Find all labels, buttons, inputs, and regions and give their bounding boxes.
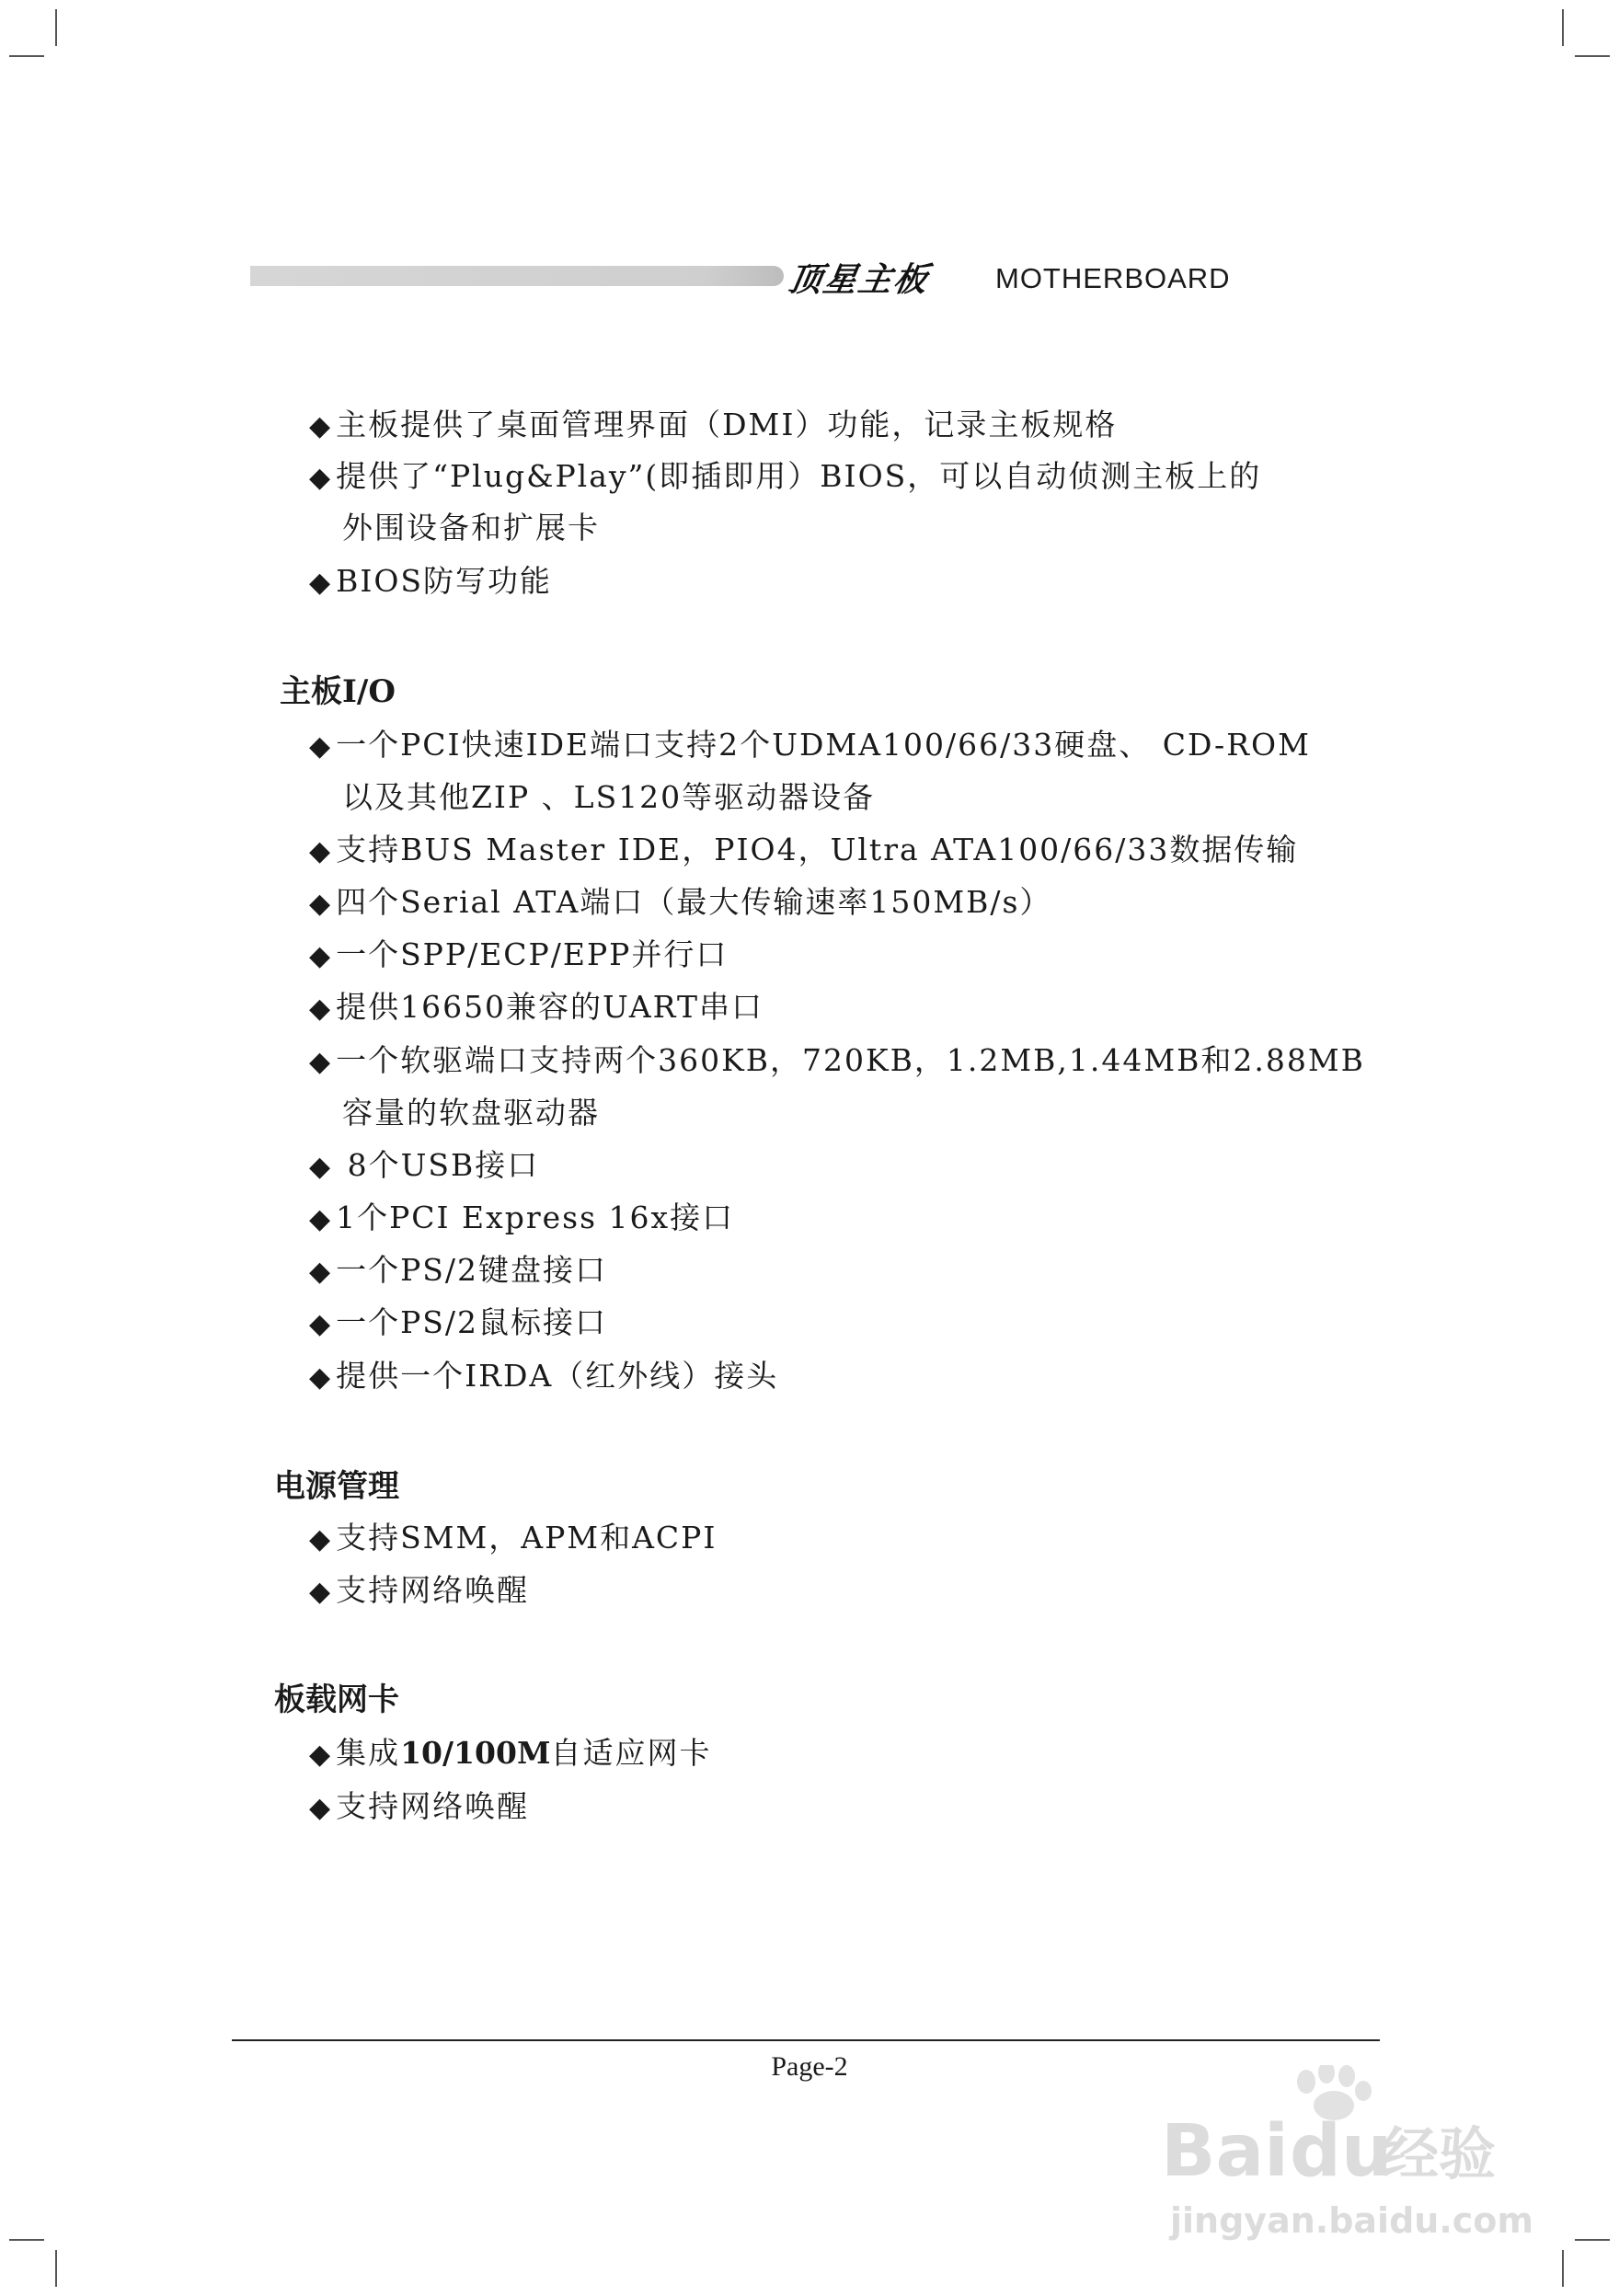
list-item-text: 自适应网卡 (550, 1735, 712, 1771)
bullet-icon: ◆ (309, 1361, 333, 1394)
list-item-text: 主板提供了桌面管理界面（DMI）功能，记录主板规格 (336, 407, 1118, 442)
list-item-text: 1个PCI Express 16x接口 (336, 1200, 735, 1235)
bullet-icon: ◆ (309, 888, 333, 920)
watermark-suffix: 经验 (1382, 2120, 1497, 2187)
list-item-text: BIOS防写功能 (336, 563, 553, 599)
footer-rule (232, 2039, 1380, 2041)
list-item (309, 878, 1051, 922)
list-item (309, 826, 1298, 869)
list-item-text: 一个软驱端口支持两个360KB，720KB，1.2MB,1.44MB和2.88MB (336, 1042, 1365, 1078)
list-item-text: 四个Serial ATA端口（最大传输速率150MB/s） (336, 884, 1052, 920)
crop-mark (55, 9, 57, 46)
bullet-icon: ◆ (309, 1739, 333, 1771)
bullet-icon: ◆ (309, 1046, 333, 1078)
list-item (309, 1567, 529, 1610)
bullet-icon: ◆ (309, 730, 333, 763)
section-heading-lan: 板载网卡 (274, 1682, 399, 1718)
bullet-icon: ◆ (309, 1523, 333, 1556)
list-item (309, 1037, 1365, 1080)
bullet-icon: ◆ (309, 940, 333, 972)
list-item-continuation (342, 1089, 600, 1132)
list-item (309, 1194, 734, 1237)
bullet-icon: ◆ (309, 1256, 333, 1288)
bullet-icon: ◆ (309, 410, 333, 442)
section-heading-io: 主板I/O (280, 673, 396, 710)
list-item (309, 1514, 717, 1557)
bullet-icon: ◆ (309, 1576, 333, 1608)
crop-mark (55, 2250, 57, 2287)
bullet-icon: ◆ (309, 1151, 333, 1183)
list-item (309, 1142, 539, 1185)
section-heading-power: 电源管理 (274, 1468, 399, 1505)
list-item (309, 1729, 711, 1773)
list-item-text: 支持网络唤醒 (336, 1572, 530, 1608)
list-item (309, 401, 1117, 444)
list-item (309, 1783, 529, 1826)
list-item-text: 8个USB接口 (336, 1147, 540, 1183)
crop-mark (1575, 2239, 1610, 2241)
watermark-brand-du: du (1290, 2110, 1393, 2193)
watermark-brand: Bai (1161, 2110, 1289, 2193)
bullet-icon: ◆ (309, 462, 333, 494)
bullet-icon: ◆ (309, 835, 333, 867)
crop-mark (1575, 55, 1610, 57)
baidu-watermark (1152, 2065, 1538, 2249)
list-item (309, 1352, 778, 1395)
bullet-icon: ◆ (309, 567, 333, 599)
bullet-icon: ◆ (309, 1792, 333, 1824)
list-item-text: 支持BUS Master IDE，PIO4，Ultra ATA100/66/33数据传输 (336, 832, 1299, 867)
crop-mark (1562, 9, 1564, 46)
crop-mark (9, 55, 44, 57)
list-item (309, 1246, 607, 1290)
list-item-text: 提供了“Plug&Play”(即插即用）BIOS，可以自动侦测主板上的 (336, 458, 1262, 494)
list-item-text: 一个PCI快速IDE端口支持2个UDMA100/66/33硬盘、 CD-ROM (336, 727, 1311, 763)
watermark-url: jingyan.baidu.com (1170, 2200, 1533, 2241)
bullet-icon: ◆ (309, 993, 333, 1025)
list-item (309, 931, 728, 974)
list-item (309, 721, 1311, 764)
list-item-text: 容量的软盘驱动器 (342, 1095, 600, 1131)
list-item-text: 一个SPP/ECP/EPP并行口 (336, 936, 729, 972)
list-item-text: 支持网络唤醒 (336, 1788, 530, 1824)
crop-mark (9, 2239, 44, 2241)
bullet-icon: ◆ (309, 1308, 333, 1340)
list-item-bold-text: 10/100M (400, 1735, 551, 1771)
list-item-text: 外围设备和扩展卡 (342, 510, 600, 545)
list-item-text: 集成 (336, 1735, 401, 1771)
list-item-text: 一个PS/2鼠标接口 (336, 1304, 608, 1340)
page-number: Page-2 (771, 2051, 848, 2082)
list-item (309, 1299, 607, 1342)
list-item-text: 提供16650兼容的UART串口 (336, 989, 764, 1025)
list-item (309, 983, 764, 1027)
list-item-text: 提供一个IRDA（红外线）接头 (336, 1358, 779, 1394)
brand-logo-text: 顶星主板 (785, 261, 933, 299)
list-item-text: 一个PS/2键盘接口 (336, 1252, 608, 1288)
list-item (309, 453, 1261, 496)
crop-mark (1562, 2250, 1564, 2287)
list-item (309, 557, 552, 601)
brand-subtitle: MOTHERBOARD (995, 262, 1231, 294)
list-item-continuation (342, 774, 875, 817)
header-bar (250, 266, 784, 286)
bullet-icon: ◆ (309, 1203, 333, 1235)
list-item-continuation (342, 504, 600, 547)
list-item-text: 以及其他ZIP 、LS120等驱动器设备 (342, 779, 876, 815)
list-item-text: 支持SMM，APM和ACPI (336, 1520, 718, 1556)
